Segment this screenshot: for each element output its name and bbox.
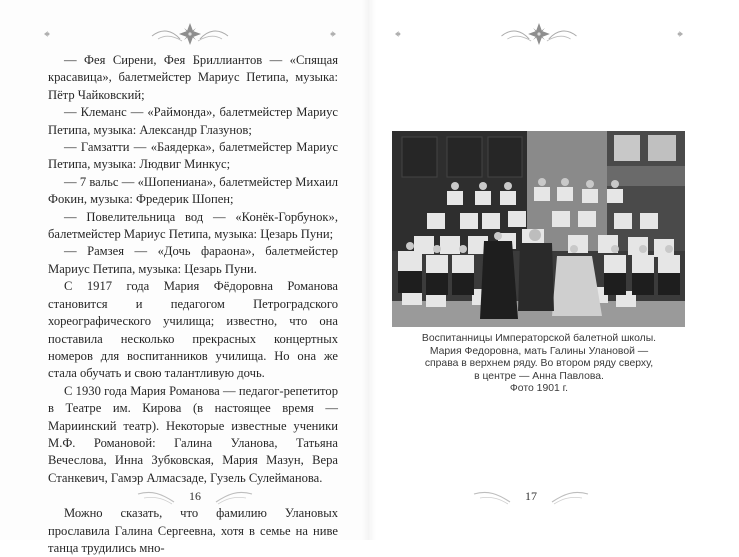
caption-line: Фото 1901 г. xyxy=(509,383,569,395)
page-number: 16 xyxy=(189,489,201,503)
paragraph: С 1930 года Мария Романова — педагог-репетитор в Театре им. Кирова (в настоящее время — Мариинский театр). Некоторые известные ученики М.Ф. Романовой: Галина Уланова, Татьяна Вечеслова, Инна Зубковская, Мария Мазун, Вера Станкевич, Гамэр Алмасзаде, Гузель Сулейманова. xyxy=(48,383,338,485)
paragraph: Можно сказать, что фамилию Улановых прославила Галина Сергеевна, хотя в семье на ниве танца трудились мно- xyxy=(48,506,338,555)
book-gutter xyxy=(362,0,376,540)
page-number: 17 xyxy=(525,489,537,503)
left-page-text xyxy=(48,52,338,557)
right-page xyxy=(369,0,739,540)
ballet-school-group-photo xyxy=(392,131,685,327)
paragraph: — 7 вальс — «Шопениана», балетмейстер Михаил Фокин, музыка: Фредерик Шопен; xyxy=(48,174,338,207)
paragraph: — Клеманс — «Раймонда», балетмейстер Мариус Петипа, музыка: Александр Глазунов; xyxy=(48,105,338,137)
footer-ornament-icon xyxy=(130,486,260,508)
paragraph: — Фея Сирени, Фея Бриллиантов — «Спящая красавица», балетмейстер Мариус Петипа, музыка: Пётр Чайковский; xyxy=(48,53,338,102)
caption-line: справа в верхнем ряду. Во втором ряду сверху, xyxy=(424,358,654,370)
paragraph: С 1917 года Мария Фёдоровна Романова становится и педагогом Петроградского хореографического училища; известно, что она поставила несколько прекрасных концертных номеров для воспитанников училища. Но она же стала обучать и свою талантливую дочь. xyxy=(48,279,338,381)
left-page xyxy=(0,0,369,555)
header-ornament-icon xyxy=(40,22,340,46)
paragraph: — Гамзатти — «Баядерка», балетмейстер Мариус Петипа, музыка: Людвиг Минкус; xyxy=(48,140,338,172)
paragraph: — Рамзея — «Дочь фараона», балетмейстер Мариус Петипа, музыка: Цезарь Пуни. xyxy=(48,244,338,276)
caption-line: Мария Федоровна, мать Галины Улановой — xyxy=(429,345,649,357)
caption-line: Воспитанницы Императорской балетной школы. xyxy=(421,333,657,344)
paragraph: — Повелительница вод — «Конёк-Горбунок», балетмейстер Мариус Петипа, музыка: Цезарь Пуни; xyxy=(48,209,338,242)
photo-caption xyxy=(379,333,699,396)
caption-line: в центре — Анна Павлова. xyxy=(474,370,604,382)
footer-ornament-icon xyxy=(466,486,596,508)
header-ornament-icon xyxy=(391,22,687,46)
